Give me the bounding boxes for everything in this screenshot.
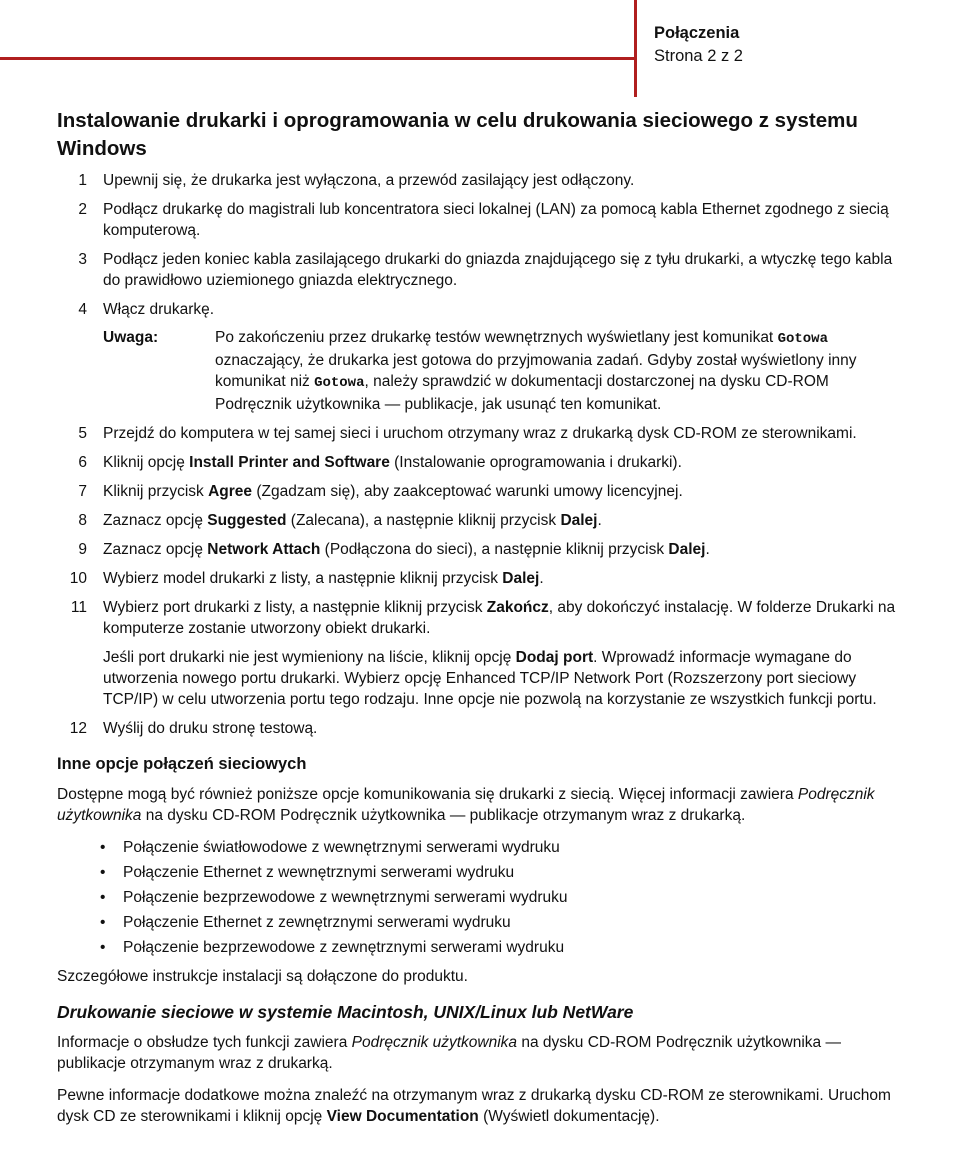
note-block: Uwaga: Po zakończeniu przez drukarkę testów wewnętrznych wyświetlany jest komunikat Gotowa oznaczający, że drukarka jest gotowa do przyjmowania zadań. Gdyby został wyświetlony inny komunikat niż Gotowa, należy sprawdzić w dokumentacji dostarczonej na dysku CD-ROM Podręcznik użytkownika — publikacje, jak usunąć ten komunikat. [103,329,857,413]
mac-unix-para-1: Informacje o obsłudze tych funkcji zawiera Podręcznik użytkownika na dysku CD-ROM Podręcznik użytkownika — publikacje otrzymanym wraz z drukarką. [57,1034,841,1072]
step-10: 10 Wybierz model drukarki z listy, a następnie kliknij przycisk Dalej. [69,570,544,587]
step-3: 3 Podłącz jeden koniec kabla zasilającego drukarki do gniazda znajdującego się z tyłu drukarki, a wtyczkę tego kabla do prawidłowo uziemionego gniazda elektrycznego. [78,251,893,289]
step-11-extra: Jeśli port drukarki nie jest wymieniony na liście, kliknij opcję Dodaj port. Wprowadź informacje wymagane do utworzenia nowego portu drukarki. Wybierz opcję Enhanced TCP/IP Network Port (Rozszerzony port sieciowy TCP/IP) w celu utworzenia portu tego rodzaju. Inne opcje nie pozwolą na korzystanie ze wszystkich funkcji portu. [103,649,877,708]
step-2: 2 Podłącz drukarkę do magistrali lub koncentratora sieci lokalnej (LAN) za pomocą kabla Ethernet zgodnego z siecią komputerową. [78,201,889,239]
step-6: 6 Kliknij opcję Install Printer and Software (Instalowanie oprogramowania i drukarki). [78,454,682,471]
bullet-icon: • [100,889,106,906]
status-code: Gotowa [314,375,365,391]
options-list [57,837,907,958]
step-4: 4 Włącz drukarkę. [78,301,215,318]
note-label: Uwaga: [103,329,159,346]
step-11: 11 Wybierz port drukarki z listy, a następnie kliknij przycisk Zakończ, aby dokończyć instalację. W folderze Drukarki na komputerze zostanie utworzony obiekt drukarki. [70,599,896,637]
header-rule-horizontal [0,57,634,60]
bullet-icon: • [100,939,106,956]
bullet-icon: • [100,914,106,931]
list-item: • Połączenie Ethernet z wewnętrznymi serwerami wydruku [100,864,515,881]
section-title-windows: Instalowanie drukarki i oprogramowania w celu drukowania sieciowego z systemu Windows [57,109,858,160]
step-5: 5 Przejdź do komputera w tej samej sieci i uruchom otrzymany wraz z drukarką dysk CD-ROM ze sterownikami. [78,425,857,442]
list-item: • Połączenie bezprzewodowe z zewnętrznymi serwerami wydruku [100,939,565,956]
list-item: • Połączenie bezprzewodowe z wewnętrznymi serwerami wydruku [100,889,568,906]
other-options-outro: Szczegółowe instrukcje instalacji są dołączone do produktu. [57,968,468,985]
step-12: 12 Wyślij do druku stronę testową. [69,720,318,737]
list-item: • Połączenie Ethernet z zewnętrznymi serwerami wydruku [100,914,511,931]
document-body [57,107,907,1138]
step-1: 1 Upewnij się, że drukarka jest wyłączona, a przewód zasilający jest odłączony. [78,172,635,189]
header-rule-vertical [634,0,637,97]
section-title-other-options: Inne opcje połączeń sieciowych [57,755,307,773]
page-header [654,22,743,68]
other-options-intro: Dostępne mogą być również poniższe opcje komunikowania się drukarki z siecią. Więcej informacji zawiera Podręcznik użytkownika na dysku CD-ROM Podręcznik użytkownika — publikacje otrzymanym wraz z drukarką. [57,786,875,824]
step-9: 9 Zaznacz opcję Network Attach (Podłączona do sieci), a następnie kliknij przycisk Dalej. [78,541,710,558]
section-title-mac-unix: Drukowanie sieciowe w systemie Macintosh, UNIX/Linux lub NetWare [57,1002,634,1022]
header-title: Połączenia [654,24,740,42]
bullet-icon: • [100,839,106,856]
page-number: Strona 2 z 2 [654,47,743,65]
mac-unix-para-2: Pewne informacje dodatkowe można znaleźć na otrzymanym wraz z drukarką dysku CD-ROM ze sterownikami. Uruchom dysk CD ze sterownikami i kliknij opcję View Documentation (Wyświetl dokumentację). [57,1087,891,1125]
status-code: Gotowa [777,331,828,347]
step-8: 8 Zaznacz opcję Suggested (Zalecana), a następnie kliknij przycisk Dalej. [78,512,602,529]
list-item: • Połączenie światłowodowe z wewnętrznymi serwerami wydruku [100,839,560,856]
step-7: 7 Kliknij przycisk Agree (Zgadzam się), aby zaakceptować warunki umowy licencyjnej. [78,483,683,500]
bullet-icon: • [100,864,106,881]
